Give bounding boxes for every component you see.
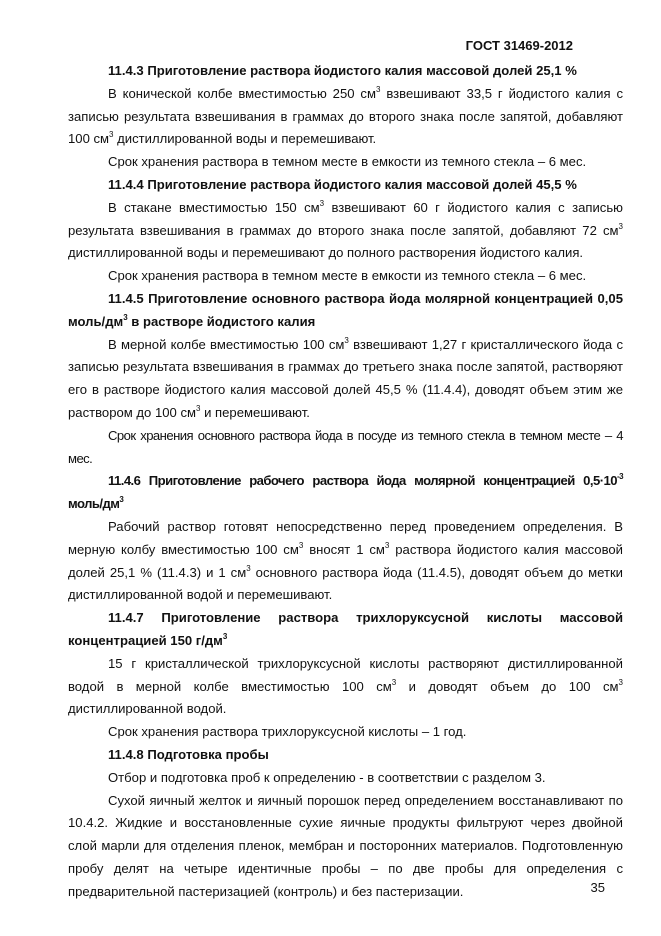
paragraph: Сухой яичный желток и яичный порошок перед определением восстанавливают по 10.4.2. Жидкие и восстановленные сухие яичные продукты фильтруют через двойной слой марли для отделения пленок, мембран и посторонних материалов. Подготовленную пробу делят на четыре идентичные пробы – по две пробы для определения с предварительной пастеризацией (контроль) и без пастеризации. [68, 792, 623, 899]
document-body [68, 60, 623, 903]
section-heading-11-4-3: 11.4.3 Приготовление раствора йодистого калия массовой долей 25,1 % [108, 63, 577, 78]
paragraph: 15 г кристаллической трихлоруксусной кислоты растворяют дистиллированной водой в мерной колбе вместимостью 100 $см^3$ и доводят объем до 100 $см^3$ дистиллированной водой. [68, 655, 623, 717]
paragraph: В стакане вместимостью 150 $см^3$ взвешивают 60 г йодистого калия с записью результата взвешивания в граммах до второго знака после запятой, добавляют 72 $см^3$ дистиллированной воды и перемешивают до полного растворения йодистого калия. [68, 198, 623, 261]
paragraph: Отбор и подготовка проб к определению - в соответствии с разделом 3. [108, 769, 546, 785]
paragraph: Срок хранения раствора в темном месте в емкости из темного стекла – 6 мес. [108, 268, 587, 284]
section-heading-11-4-7: 11.4.7 Приготовление раствора трихлоруксусной кислоты массовой концентрацией 150 $г/дм^3$ [68, 610, 623, 648]
section-heading-11-4-5: 11.4.5 Приготовление основного раствора йода молярной концентрацией 0,05 моль/$дм^3$ в растворе йодистого калия [68, 290, 623, 329]
standard-number: ГОСТ 31469-2012 [465, 38, 573, 53]
paragraph: Срок хранения раствора в темном месте в емкости из темного стекла – 6 мес. [108, 154, 587, 170]
paragraph: Рабочий раствор готовят непосредственно перед проведением определения. В мерную колбу вместимостью 100 $см^3$ вносят 1 $см^3$ раствора йодистого калия массовой долей 25,1 % (11.4.3) и 1 $см^3$ основного раствора йода (11.4.5), доводят объем до метки дистиллированной водой и перемешивают. [68, 518, 623, 603]
section-heading-11-4-4: 11.4.4 Приготовление раствора йодистого калия массовой долей 45,5 % [108, 176, 577, 192]
paragraph: Срок хранения основного раствора йода в посуде из темного стекла в темном месте – 4 мес. [68, 427, 623, 466]
paragraph: Срок хранения раствора трихлоруксусной кислоты – 1 год. [108, 724, 467, 740]
paragraph: В конической колбе вместимостью 250 $см^3$ взвешивают 33,5 г йодистого калия с записью результата взвешивания в граммах до второго знака после запятой, добавляют 100 $см^3$ дистиллированной воды и перемешивают. [68, 84, 623, 147]
page-number: 35 [590, 880, 605, 895]
section-heading-11-4-8: 11.4.8 Подготовка пробы [108, 746, 269, 762]
paragraph: В мерной колбе вместимостью 100 $см^3$ взвешивают 1,27 г кристаллического йода с записью результата взвешивания в граммах до третьего знака после запятой, растворяют его в растворе йодистого калия массовой долей 45,5 % (11.4.4), доводят объем этим же раствором до 100 $см^3$ и перемешивают. [68, 335, 623, 420]
section-heading-11-4-6: 11.4.6 Приготовление рабочего раствора йода молярной концентрацией $0,5\cdot 10^{-3}$ моль/$дм^3$ [68, 472, 623, 512]
